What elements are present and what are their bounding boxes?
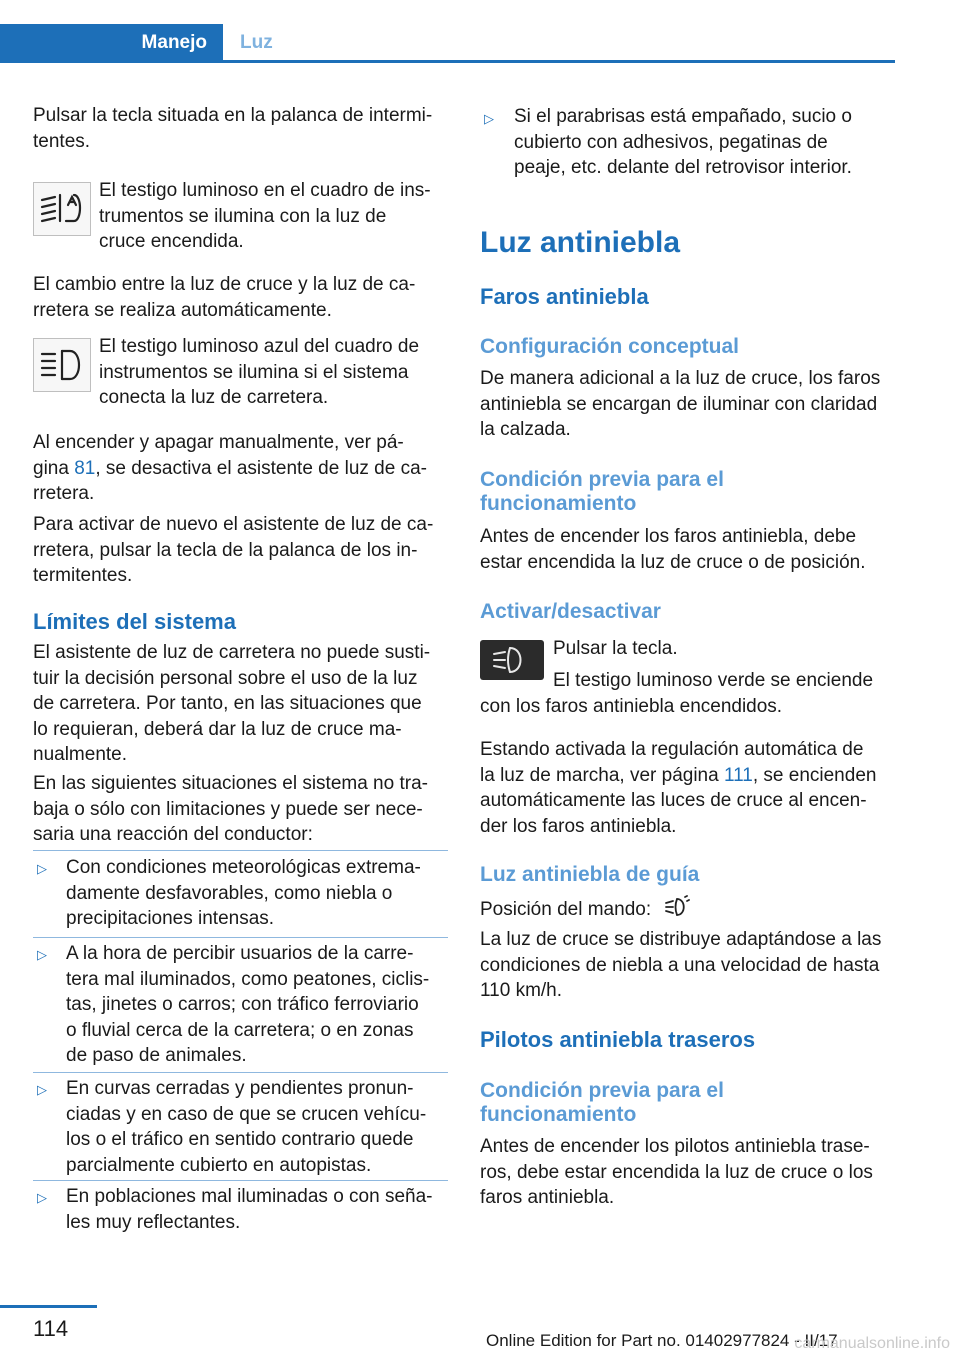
divider <box>33 1180 448 1181</box>
paragraph: De manera adicional a la luz de cruce, los faros antiniebla se encargan de iluminar con claridad la calzada. <box>480 368 881 440</box>
low-beam-indicator-icon <box>33 182 91 236</box>
list-item: Si el parabrisas está empañado, sucio o cubierto con adhesivos, pegatinas de peaje, etc. delante del retrovisor interior. <box>514 106 852 178</box>
text: Posición del mando: <box>480 898 652 920</box>
heading-faros-antiniebla: Faros antiniebla <box>480 284 649 309</box>
divider <box>33 937 448 938</box>
watermark: carmanualsonline.info <box>794 1335 950 1352</box>
paragraph: El testigo luminoso verde se enciende con los faros antiniebla encendidos. <box>480 670 874 717</box>
tab-manejo-label: Manejo <box>141 32 207 53</box>
tab-manejo[interactable] <box>0 24 223 62</box>
page-number: 114 <box>33 1316 69 1341</box>
high-beam-indicator-icon <box>33 338 91 392</box>
heading-condicion: Condición previa para el funcionamiento <box>480 1079 724 1126</box>
paragraph: Para activar de nuevo el asistente de luz de ca‐ rretera, pulsar la tecla de la palanca de los in‐ termitentes. <box>33 514 434 586</box>
list-item: A la hora de percibir usuarios de la carre‐ tera mal iluminados, como peatones, ciclis‐ tas, jinetes o carros; con tráfico ferroviario o fluvial cerca de la carretera; o en zonas de paso de animales. <box>66 943 430 1066</box>
bullet-icon: ▷ <box>37 1190 47 1205</box>
page-link[interactable]: 111 <box>723 764 753 786</box>
paragraph <box>480 737 910 839</box>
paragraph: Antes de encender los pilotos antiniebla trase‐ ros, debe estar encendida la luz de cruce o los faros antiniebla. <box>480 1136 873 1208</box>
paragraph: El cambio entre la luz de cruce y la luz de ca‐ rretera se realiza automáticamente. <box>33 274 416 321</box>
text: , se desactiva el asistente de luz de ca‐ rretera. <box>33 457 427 504</box>
page-link[interactable]: 81 <box>74 457 96 479</box>
paragraph: En las siguientes situaciones el sistema no tra‐ baja o sólo con limitaciones y puede ser nece‐ saria una reacción del conductor: <box>33 773 428 845</box>
heading-configuracion: Configuración conceptual <box>480 335 740 358</box>
list-item: Con condiciones meteorológicas extrema‐ damente desfavorables, como niebla o precipitaciones intensas. <box>66 857 421 929</box>
bullet-icon: ▷ <box>37 861 47 876</box>
bullet-icon: ▷ <box>37 1082 47 1097</box>
bullet-icon: ▷ <box>484 111 494 126</box>
paragraph: Antes de encender los faros antiniebla, debe estar encendida la luz de cruce o de posición. <box>480 526 866 573</box>
paragraph: El asistente de luz de carretera no puede susti‐ tuir la decisión personal sobre el uso de la luz de carretera. Por tanto, en las situaciones que lo requieran, deberá dar la luz de cruce ma‐ nualmente. <box>33 642 431 765</box>
paragraph: Pulsar la tecla. <box>553 638 678 659</box>
heading-limits: Límites del sistema <box>33 609 236 634</box>
heading-condicion: Condición previa para el funcionamiento <box>480 468 724 515</box>
list-item: En curvas cerradas y pendientes pronun‐ ciadas y en caso de que se crucen vehícu‐ los o el tráfico en sentido contrario quede parcialmente cubierto en autopistas. <box>66 1078 427 1176</box>
paragraph: El testigo luminoso en el cuadro de ins‐ trumentos se ilumina con la luz de cruce encendida. <box>99 180 431 252</box>
paragraph <box>480 895 910 925</box>
paragraph <box>33 430 453 507</box>
heading-guia: Luz antiniebla de guía <box>480 863 700 886</box>
paragraph: La luz de cruce se distribuye adaptándose a las condiciones de niebla a una velocidad de hasta 110 km/h. <box>480 929 882 1001</box>
list-item: En poblaciones mal iluminadas o con seña‐ les muy reflectantes. <box>66 1186 433 1233</box>
paragraph: Pulsar la tecla situada en la palanca de intermi‐ tentes. <box>33 105 433 152</box>
header-rule <box>0 60 895 63</box>
divider <box>33 1072 448 1073</box>
heading-activar: Activar/desactivar <box>480 600 661 623</box>
tab-luz[interactable]: Luz <box>240 32 273 53</box>
heading-luz-antiniebla: Luz antiniebla <box>480 226 681 259</box>
heading-pilotos: Pilotos antiniebla traseros <box>480 1027 756 1052</box>
bullet-icon: ▷ <box>37 947 47 962</box>
text: Estando activada la regulación automática de la luz de marcha, ver página <box>480 739 864 786</box>
footer-rule <box>0 1305 97 1308</box>
text: Al encender y apagar manualmente, ver pá‐ gina <box>33 432 404 479</box>
paragraph: El testigo luminoso azul del cuadro de instrumentos se ilumina si el sistema conecta la luz de carretera. <box>99 336 420 408</box>
edition-text: Online Edition for Part no. 01402977824 - II/17 <box>486 1331 838 1350</box>
text: , se encienden automáticamente las luces de cruce al encen‐ der los faros antiniebla. <box>480 764 877 837</box>
divider <box>33 850 448 851</box>
fog-guide-light-icon <box>663 895 693 925</box>
